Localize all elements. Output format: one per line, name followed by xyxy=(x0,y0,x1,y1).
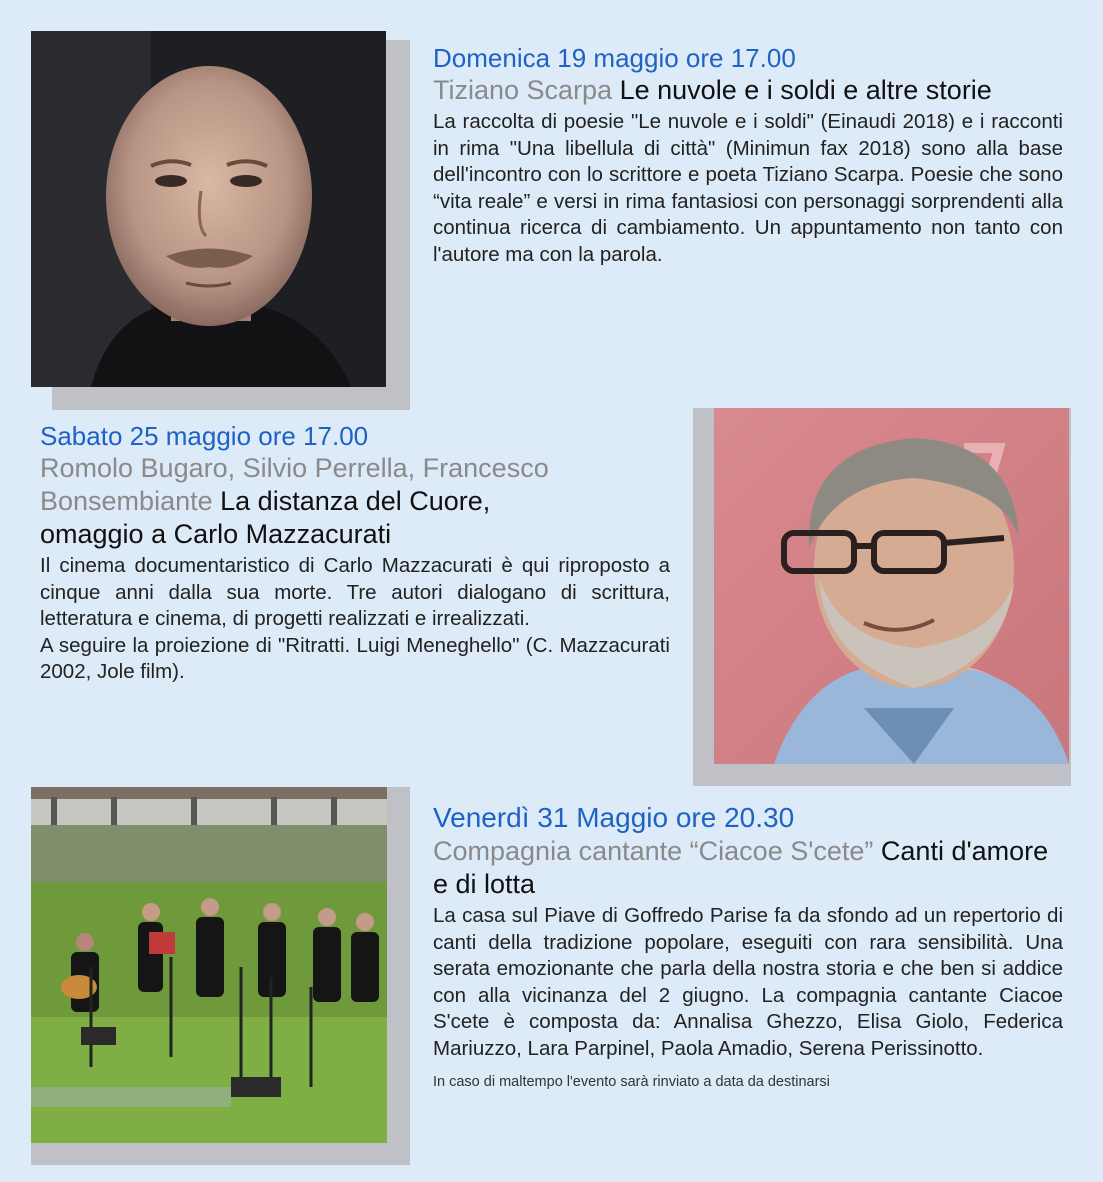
event-title: Le nuvole e i soldi e altre storie xyxy=(619,75,992,105)
event-description: La raccolta di poesie "Le nuvole e i soldi" (Einaudi 2018) e i racconti in rima "Una libellula di città" (Minimun fax 2018) sono alla base dell'incontro con lo scrittore e poeta Tiziano Scarpa. Poesie che sono “vita reale” e versi in rima fantasiosi con personaggi sorprendenti alla continua ricerca di cambiamento. Un appuntamento non tanto con l'autore ma con la parola. xyxy=(433,110,1063,266)
event-authors: Tiziano Scarpa xyxy=(433,75,613,105)
event-authors: Romolo Bugaro, Silvio Perrella, Francesco Bonsembiante xyxy=(40,453,549,516)
event-title: Canti d'amore e di lotta xyxy=(433,836,1049,899)
event-title-continued: omaggio a Carlo Mazzacurati xyxy=(40,519,392,549)
event-description-paragraph: A seguire la proiezione di "Ritratti. Luigi Meneghello" (C. Mazzacurati 2002, Jole film). xyxy=(40,633,670,683)
event-ciacoe xyxy=(433,801,1063,1090)
event-scarpa xyxy=(433,42,1063,268)
author-photo-scarpa xyxy=(31,31,386,387)
event-title: La distanza del Cuore, xyxy=(220,486,491,516)
weather-note: In caso di maltempo l'evento sarà rinviato a data da destinarsi xyxy=(433,1074,830,1090)
event-heading xyxy=(433,74,1063,107)
event-date: Venerdì 31 Maggio ore 20.30 xyxy=(433,802,795,833)
event-description: La casa sul Piave di Goffredo Parise fa da sfondo ad un repertorio di canti della tradizione popolare, eseguiti con rara sensibilità. Una serata emozionante che parla della nostra storia e che ben si addice con alla vicinanza del 2 giugno. La compagnia cantante Ciacoe S'cete è composta da: Annalisa Ghezzo, Elisa Giolo, Federica Mariuzzo, Lara Parpinel, Paola Amadio, Serena Perissinotto. xyxy=(433,904,1063,1060)
event-description xyxy=(40,553,670,686)
event-mazzacurati xyxy=(40,420,670,686)
choir-photo xyxy=(31,787,387,1143)
event-date: Sabato 25 maggio ore 17.00 xyxy=(40,421,369,451)
event-authors: Compagnia cantante “Ciacoe S'cete” xyxy=(433,836,874,866)
author-photo-mazzacurati xyxy=(714,408,1069,764)
event-heading xyxy=(40,452,670,551)
event-description-paragraph: Il cinema documentaristico di Carlo Mazzacurati è qui riproposto a cinque anni dalla sua morte. Tre autori dialogano di scrittura, letteratura e cinema, di progetti realizzati e irrealizzati. xyxy=(40,554,670,630)
event-date: Domenica 19 maggio ore 17.00 xyxy=(433,43,796,73)
event-heading xyxy=(433,835,1063,901)
